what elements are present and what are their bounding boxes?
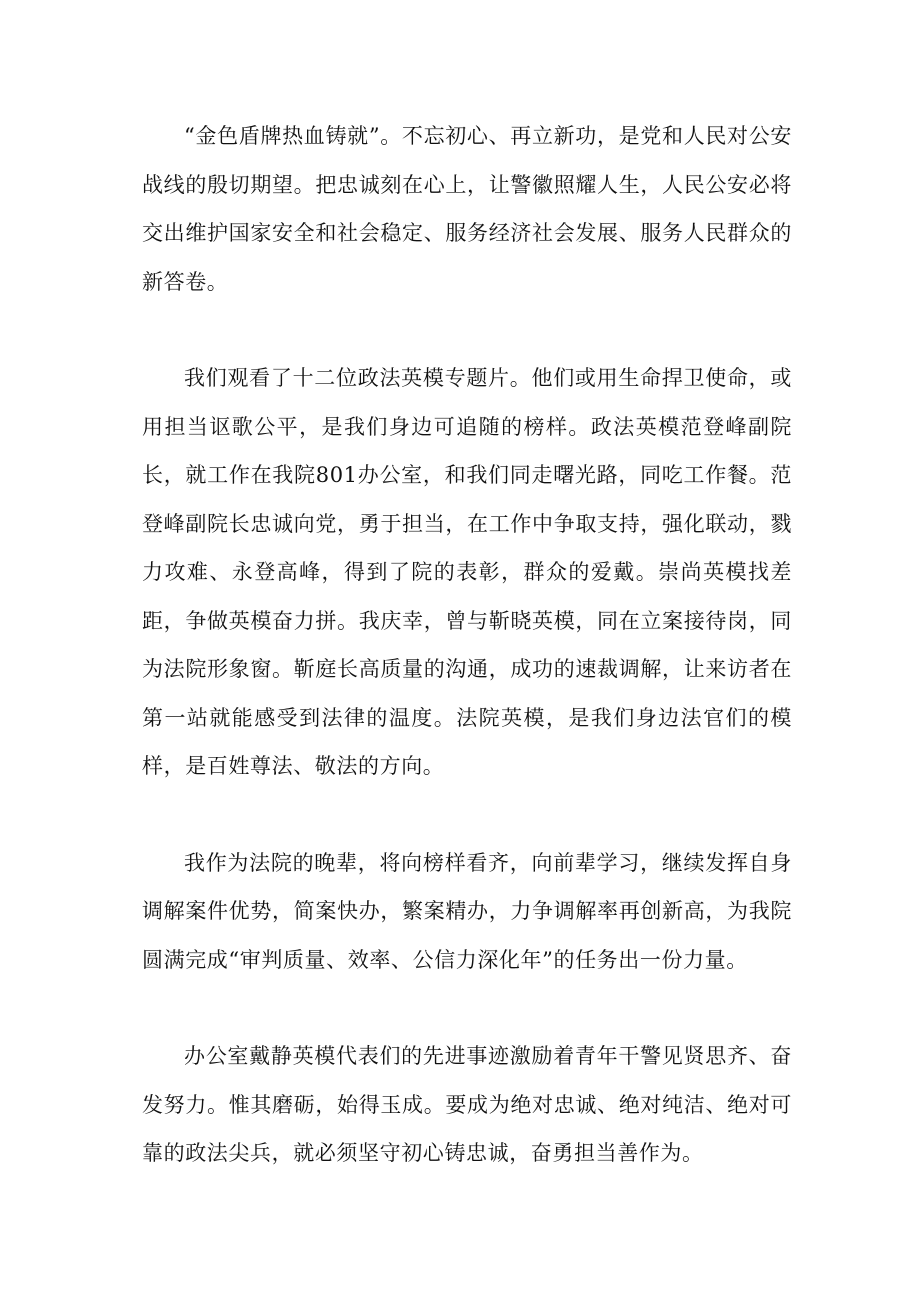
paragraph-3: 我作为法院的晚辈，将向榜样看齐，向前辈学习，继续发挥自身调解案件优势，简案快办，繁案精办，力争调解率再创新高，为我院圆满完成“审判质量、效率、公信力深化年”的任务出一份力量。	[142, 850, 792, 972]
paragraph-1: “金色盾牌热血铸就”。不忘初心、再立新功，是党和人民对公安战线的殷切期望。把忠诚刻在心上，让警徽照耀人生，人民公安必将交出维护国家安全和社会稳定、服务经济社会发展、服务人民群众的新答卷。	[142, 124, 792, 294]
paragraph-4: 办公室戴静英模代表们的先进事迹激励着青年干警见贤思齐、奋发努力。惟其磨砺，始得玉成。要成为绝对忠诚、绝对纯洁、绝对可靠的政法尖兵，就必须坚守初心铸忠诚，奋勇担当善作为。	[142, 1044, 792, 1165]
document-body	[142, 112, 792, 1178]
paragraph-2: 我们观看了十二位政法英模专题片。他们或用生命捍卫使命，或用担当讴歌公平，是我们身边可追随的榜样。政法英模范登峰副院长，就工作在我院801办公室，和我们同走曙光路，同吃工作餐。范登峰副院长忠诚向党，勇于担当，在工作中争取支持，强化联动，戮力攻难、永登高峰，得到了院的表彰，群众的爱戴。崇尚英模找差距，争做英模奋力拼。我庆幸，曾与靳晓英模，同在立案接待岗，同为法院形象窗。靳庭长高质量的沟通，成功的速裁调解，让来访者在第一站就能感受到法律的温度。法院英模，是我们身边法官们的模样，是百姓尊法、敬法的方向。	[142, 366, 792, 778]
